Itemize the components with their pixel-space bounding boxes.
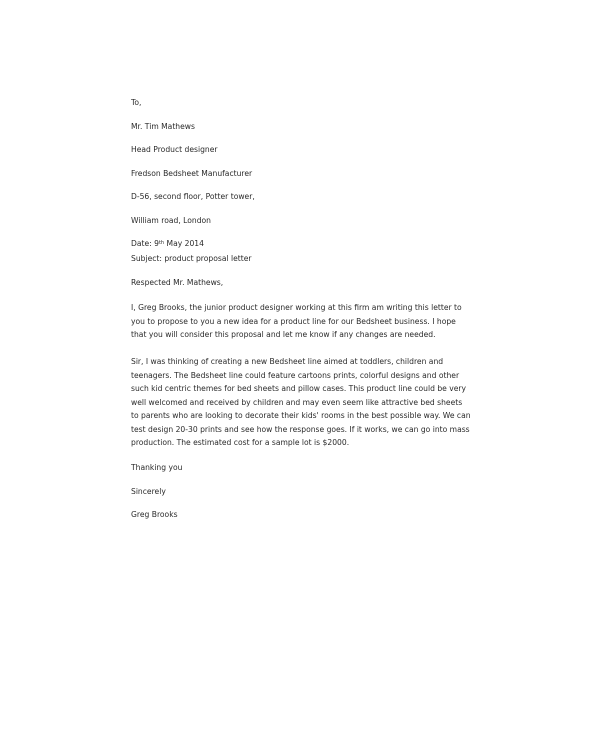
address-line-2: William road, London <box>131 215 211 225</box>
signature-name: Greg Brooks <box>131 510 178 519</box>
letter-body <box>131 98 471 520</box>
closing-line: Sincerely <box>131 486 166 496</box>
to-line: To, <box>131 98 142 107</box>
recipient-company: Fredson Bedsheet Manufacturer <box>131 168 253 178</box>
date-ordinal: th <box>158 240 165 246</box>
recipient-title: Head Product designer <box>131 145 218 154</box>
greeting: Respected Mr. Mathews, <box>131 277 224 287</box>
date-day: 9 <box>154 239 159 248</box>
subject-line: Subject: product proposal letter <box>131 254 252 263</box>
paragraph-2: Sir, I was thinking of creating a new Bedsheet line aimed at toddlers, children and teenagers. The Bedsheet line could feature cartoons prints, colorful designs and other such kid centric themes for bed sheets and pillow cases. This product line could be very well welcomed and received by children and may even seem like attractive bed sheets to parents who are looking to decorate their kids' rooms in the best possible way. We can test design 20-30 prints and see how the response goes. If it works, we can go into mass production. The estimated cost for a sample lot is $2000. <box>131 357 471 447</box>
date-label: Date: <box>131 239 155 248</box>
address-line-1: D-56, second floor, Potter tower, <box>131 192 255 201</box>
date-rest: May 2014 <box>164 239 204 248</box>
paragraph-1: I, Greg Brooks, the junior product designer working at this firm am writing this letter to you to propose to you a new idea for a product line for our Bedsheet business. I hope that you will consider this proposal and let me know if any changes are needed. <box>131 303 462 339</box>
recipient-name: Mr. Tim Mathews <box>131 121 195 131</box>
thanks-line: Thanking you <box>131 463 183 472</box>
date-line <box>131 239 471 250</box>
